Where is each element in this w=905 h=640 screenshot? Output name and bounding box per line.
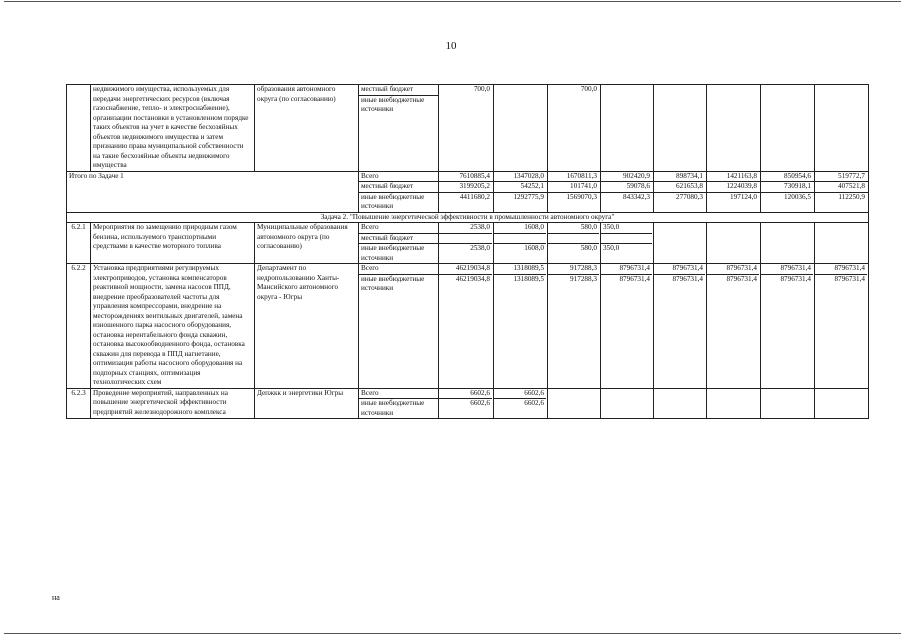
value-cell: 1347028,0: [494, 171, 548, 182]
value-cell: [654, 223, 707, 264]
event-cell: Установка предприятиями регулируемых электроприводов, установка компенсаторов реактивной мощности, замена насосов ППД, внедрение преобразователей частоты для управления компрессорами, внедрение на месторождениях вентильных двигателей, замена изношенного парка насосного оборудования, остановка нерентабельного фонда скважин, остановка высокообводненного фонда, остановка скважин для перевода в ППД нагнетание, оптимизация работы насосного оборудования на подпорных станциях, оптимизация технологических схем: [91, 264, 255, 389]
value-cell: 3199205,2: [439, 182, 494, 193]
table-row: [67, 85, 869, 172]
value-cell: 700,0: [439, 85, 494, 172]
page-number: 10: [445, 40, 457, 52]
value-cell: [761, 223, 815, 264]
value-cell: 54252,1: [494, 182, 548, 193]
event-cell: Мероприятия по замещению природным газом бензина, используемого транспортными средствами в качестве моторного топлива: [91, 223, 255, 264]
row-number: 6.2.1: [67, 223, 91, 264]
scan-top-edge: [4, 1, 901, 2]
value-cell: 730918,1: [761, 182, 815, 193]
value-cell: 1608,0 1608,0: [494, 223, 548, 264]
value-cell: [815, 85, 869, 172]
value-cell: 46219034,8 46219034,8: [439, 264, 494, 389]
source-cell: иные внебюджетные источники: [359, 192, 439, 212]
event-cell: недвижимого имущества, используемых для передачи энергетических ресурсов (включая газоснабжение, тепло- и электроснабжение), организации постановки в установленном порядке таких объектов на учет в качестве бесхозяйных объектов недвижимого имущества и затем признанию права муниципальной собственности на такие бесхозяйные объекты недвижимого имущества: [91, 85, 255, 172]
value-cell: 700,0: [548, 85, 601, 172]
value-cell: 350,0 350,0: [601, 223, 654, 264]
executor-cell: Муниципальные образования автономного округа (по согласованию): [255, 223, 359, 264]
value-cell: 1292775,9: [494, 192, 548, 212]
value-cell: 8796731,4 8796731,4: [815, 264, 869, 389]
value-cell: 519772,7: [815, 171, 869, 182]
value-cell: [815, 223, 869, 264]
value-cell: 580,0 580,0: [548, 223, 601, 264]
value-cell: [761, 388, 815, 419]
value-cell: 197124,0: [707, 192, 761, 212]
row-number: [67, 85, 91, 172]
value-cell: [815, 388, 869, 419]
value-cell: 1569070,3: [548, 192, 601, 212]
value-cell: [601, 388, 654, 419]
value-cell: 1318089,5 1318089,5: [494, 264, 548, 389]
value-cell: 843342,3: [601, 192, 654, 212]
value-cell: 4411680,2: [439, 192, 494, 212]
value-cell: 2538,0 2538,0: [439, 223, 494, 264]
value-cell: 850954,6: [761, 171, 815, 182]
value-cell: [707, 388, 761, 419]
footer-note: на: [52, 593, 60, 602]
value-cell: 101741,0: [548, 182, 601, 193]
value-cell: [548, 388, 601, 419]
value-cell: 1224039,8: [707, 182, 761, 193]
value-cell: 8796731,4 8796731,4: [707, 264, 761, 389]
value-cell: 898734,1: [654, 171, 707, 182]
value-cell: 8796731,4 8796731,4: [654, 264, 707, 389]
table-row: [67, 264, 869, 389]
value-cell: [761, 85, 815, 172]
value-cell: 6602,6 6602,6: [439, 388, 494, 419]
value-cell: [707, 85, 761, 172]
row-number: 6.2.3: [67, 388, 91, 419]
source-cell: Всего: [359, 171, 439, 182]
program-table: [66, 84, 869, 419]
value-cell: 902420,9: [601, 171, 654, 182]
value-cell: 8796731,4 8796731,4: [761, 264, 815, 389]
source-cell: Всего иные внебюджетные источники: [359, 264, 439, 389]
value-cell: [601, 85, 654, 172]
value-cell: 277080,3: [654, 192, 707, 212]
executor-cell: образования автономного округа (по согласованию): [255, 85, 359, 172]
task-title: Задача 2. "Повышение энергетической эффективности в промышленности автономного округа": [67, 212, 869, 223]
value-cell: 917288,3 917288,3: [548, 264, 601, 389]
value-cell: 621653,8: [654, 182, 707, 193]
value-cell: 8796731,4 8796731,4: [601, 264, 654, 389]
source-cell: местный бюджет: [359, 182, 439, 193]
value-cell: [707, 223, 761, 264]
value-cell: 112250,9: [815, 192, 869, 212]
scan-bottom-edge: [4, 633, 901, 634]
value-cell: 7610885,4: [439, 171, 494, 182]
value-cell: 1421163,8: [707, 171, 761, 182]
value-cell: [654, 388, 707, 419]
value-cell: 1670811,3: [548, 171, 601, 182]
executor-cell: Департамент по недропользованию Ханты-Мансийского автономного округа - Югры: [255, 264, 359, 389]
table-row: [67, 223, 869, 264]
task-heading-row: [67, 212, 869, 223]
value-cell: [494, 85, 548, 172]
source-cell: Всего местный бюджет иные внебюджетные источники: [359, 223, 439, 264]
total-label: Итого по Задаче 1: [67, 171, 359, 212]
value-cell: 59078,6: [601, 182, 654, 193]
value-cell: 120036,5: [761, 192, 815, 212]
table-row: [67, 388, 869, 419]
executor-cell: Депжкк и энергетики Югры: [255, 388, 359, 419]
value-cell: [654, 85, 707, 172]
row-number: 6.2.2: [67, 264, 91, 389]
total-row: [67, 171, 869, 182]
value-cell: 6602,6 6602,6: [494, 388, 548, 419]
source-cell: местный бюджет иные внебюджетные источники: [359, 85, 439, 172]
source-cell: Всего иные внебюджетные источники: [359, 388, 439, 419]
event-cell: Проведение мероприятий, направленных на повышение энергетической эффективности предприятий железнодорожного комплекса: [91, 388, 255, 419]
value-cell: 407521,8: [815, 182, 869, 193]
